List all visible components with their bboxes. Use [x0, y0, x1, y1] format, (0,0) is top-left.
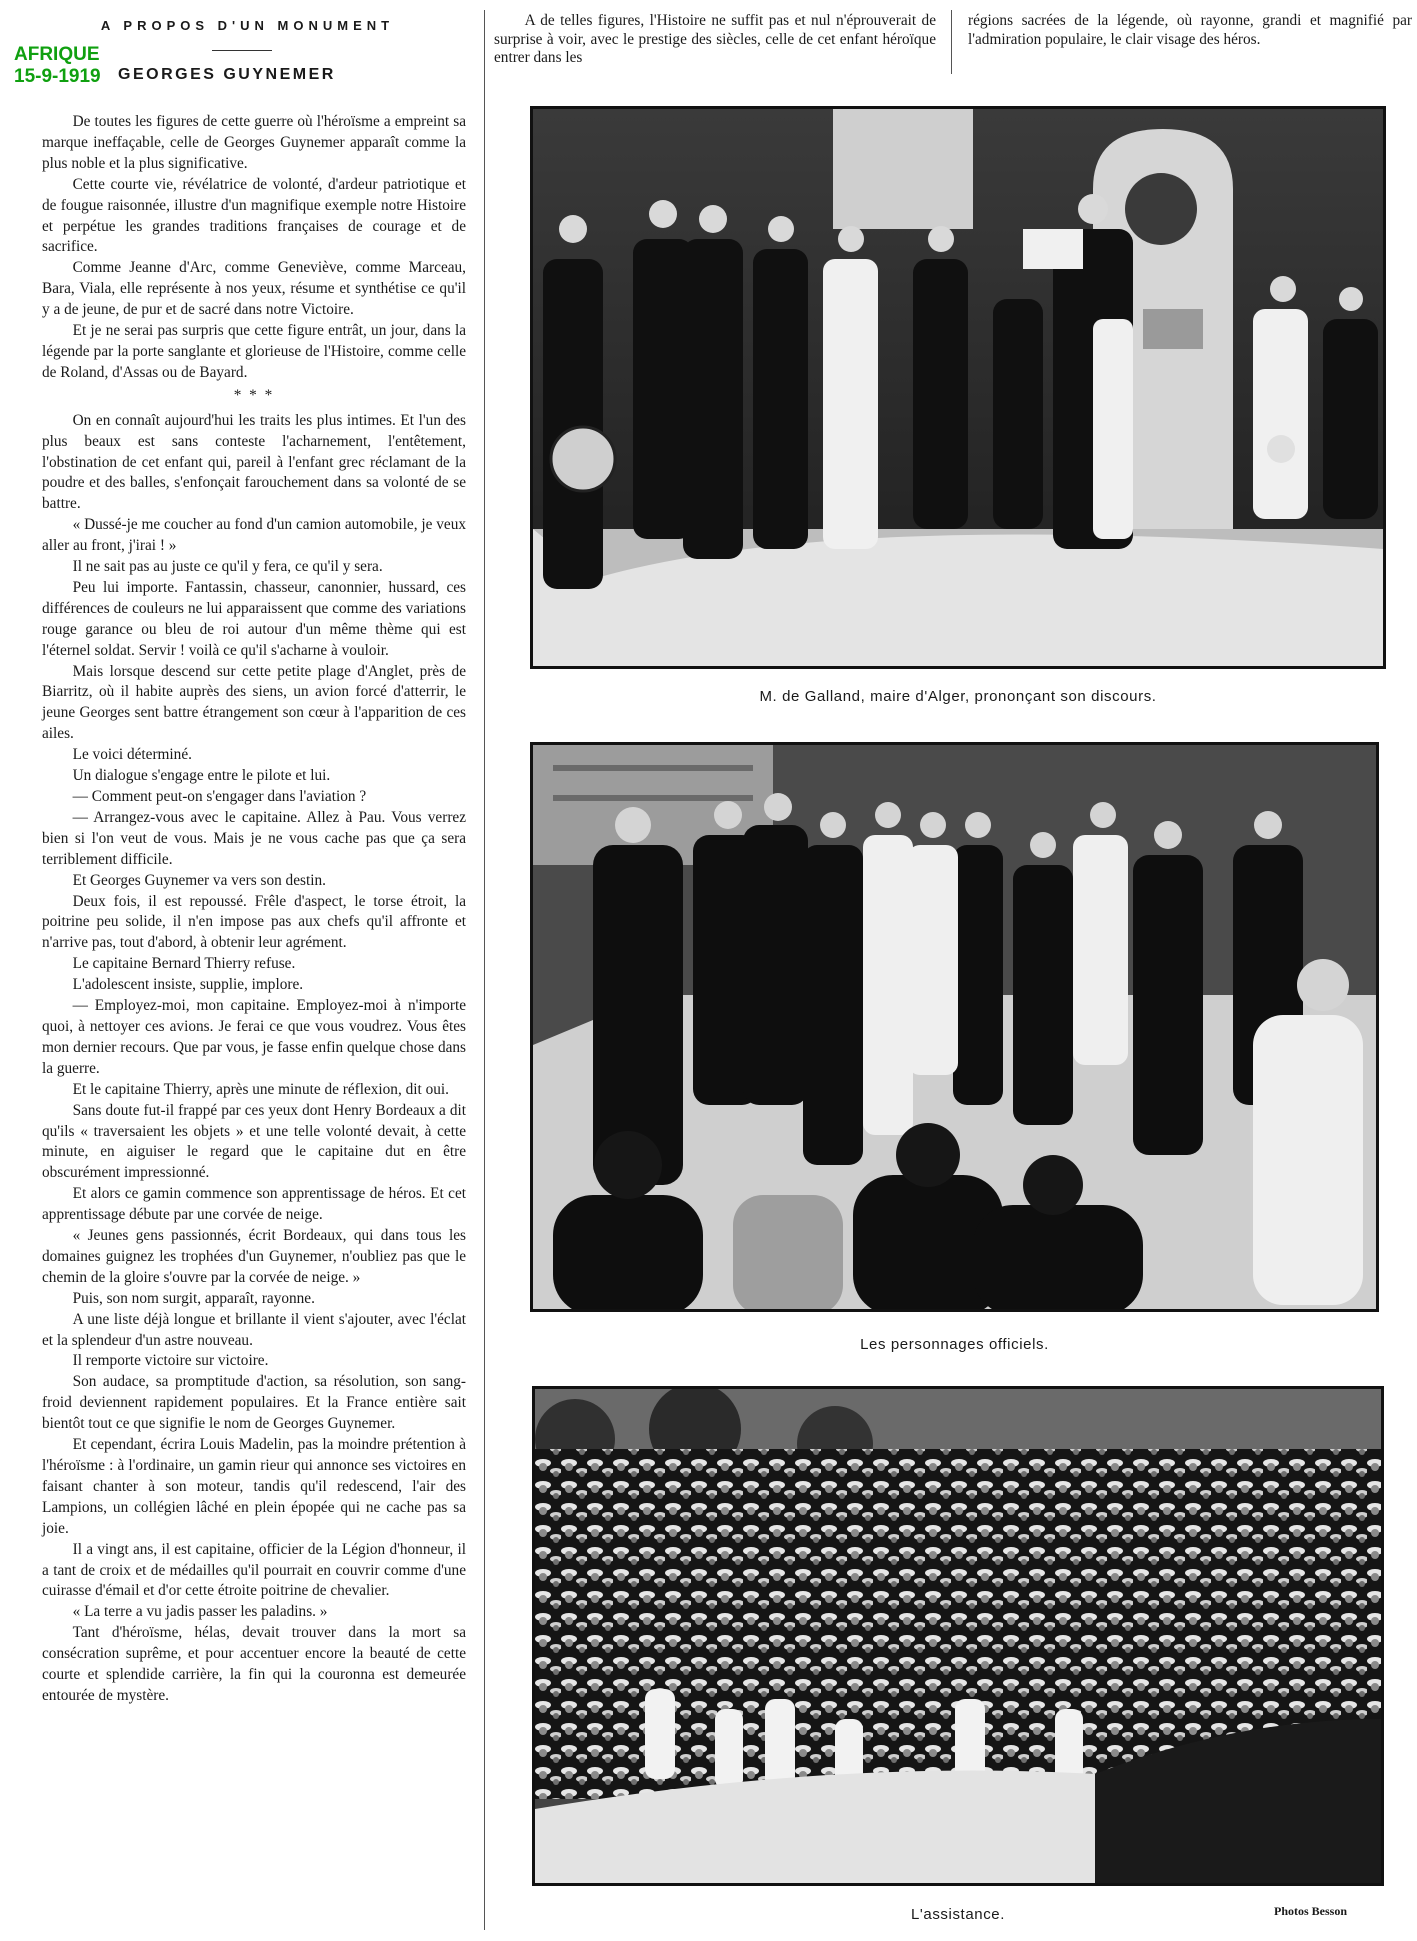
article-middle-column-top — [494, 12, 936, 68]
paragraph: Son audace, sa promptitude d'action, sa résolution, son sang-froid deviennent rapidement populaires. Et la France entière sait bientôt tout ce que signifie le nom de Georges Guynemer. — [42, 1373, 466, 1433]
photo-speech — [530, 106, 1386, 669]
column-divider-top — [951, 10, 952, 74]
paragraph: Il remporte victoire sur victoire. — [72, 1352, 269, 1370]
photo-crowd-caption: L'assistance. — [910, 1906, 1006, 1923]
column-divider — [484, 10, 485, 1930]
paragraph: Le voici déterminé. — [72, 746, 192, 764]
paragraph: On en connaît aujourd'hui les traits les plus intimes. Et l'un des plus beaux est sans conteste l'acharnement, l'entêtement, l'obstination de cet enfant qui, pareil à l'enfant grec réclamant de la poudre et des balles, s'enfonçait farouchement dans sa volonté de se battre. — [42, 411, 466, 513]
paragraph: « Dussé-je me coucher au fond d'un camion automobile, je veux aller au front, j'irai ! » — [42, 516, 466, 555]
kicker-divider — [212, 50, 272, 51]
paragraph: A de telles figures, l'Histoire ne suffit pas et nul n'éprouverait de surprise à voir, avec le prestige des siècles, celle de cet enfant héroïque entrer dans les — [494, 12, 936, 67]
photo-speech-image — [533, 109, 1383, 666]
photo-speech-caption: M. de Galland, maire d'Alger, prononçant son discours. — [759, 688, 1157, 705]
stamp-date: 15-9-1919 — [14, 66, 101, 87]
paragraph: Et Georges Guynemer va vers son destin. — [72, 871, 326, 889]
paragraph: Et le capitaine Thierry, après une minute de réflexion, dit oui. — [72, 1080, 449, 1098]
paragraph: Il a vingt ans, il est capitaine, officier de la Légion d'honneur, il a tant de croix et de médailles qu'il pourrait en couvrir comme d'une cuirasse d'émail et d'or cette étroite poitrine de chevalier. — [42, 1540, 466, 1600]
photo-crowd — [532, 1386, 1384, 1886]
paragraph: — Comment peut-on s'engager dans l'aviation ? — [72, 788, 367, 805]
photo-officials — [530, 742, 1379, 1312]
paragraph: L'adolescent insiste, supplie, implore. — [72, 976, 304, 994]
paragraph: De toutes les figures de cette guerre où l'héroïsme a empreint sa marque ineffaçable, celle de Georges Guynemer apparaît comme la plus noble et la plus significative. — [42, 113, 466, 172]
stamp-region: AFRIQUE — [14, 44, 100, 65]
paragraph: Comme Jeanne d'Arc, comme Geneviève, comme Marceau, Bara, Viala, elle représente à nos yeux, résume et synthétise ce qu'il y a de jeune, de pur et de sacré dans notre Victoire. — [42, 259, 466, 319]
paragraph: Il ne sait pas au juste ce qu'il y fera, ce qu'il y sera. — [72, 558, 383, 576]
paragraph: Mais lorsque descend sur cette petite plage d'Anglet, près de Biarritz, où il habite auprès des siens, un avion forcé d'atterrir, le jeune Georges sent battre étrangement son cœur à l'apparition de ces ailes. — [42, 662, 466, 743]
section-asterism: * * * — [233, 386, 275, 404]
photo-officials-image — [533, 745, 1376, 1309]
article-kicker: A PROPOS D'UN MONUMENT — [100, 18, 395, 33]
photo-crowd-image — [535, 1389, 1381, 1883]
paragraph: Et je ne serai pas surpris que cette figure entrât, un jour, dans la légende par la porte sanglante et glorieuse de l'Histoire, comme celle de Roland, d'Assas ou de Bayard. — [42, 322, 466, 381]
paragraph: régions sacrées de la légende, où rayonne, grandi et magnifié par l'admiration populaire, le clair visage des héros. — [968, 12, 1412, 48]
photo-officials-caption: Les personnages officiels. — [860, 1336, 1049, 1353]
paragraph: Le capitaine Bernard Thierry refuse. — [72, 955, 296, 973]
article-right-column-top — [968, 12, 1412, 49]
article-title: GEORGES GUYNEMER — [118, 66, 336, 83]
paragraph: « La terre a vu jadis passer les paladins. » — [72, 1603, 328, 1621]
paragraph: Et alors ce gamin commence son apprentissage de héros. Et cet apprentissage débute par une corvée de neige. — [42, 1185, 466, 1224]
paragraph: Un dialogue s'engage entre le pilote et lui. — [72, 767, 331, 785]
article-left-column — [42, 112, 466, 1707]
paragraph: Peu lui importe. Fantassin, chasseur, canonnier, hussard, ces différences de couleurs ne lui apparaissent que comme des variations rouge garance ou bleu de roi autour d'un même thème qui est l'éternel soldat. Servir ! voilà ce qu'il s'acharne à vouloir. — [42, 578, 466, 659]
paragraph: « Jeunes gens passionnés, écrit Bordeaux, qui dans tous les domaines guignez les trophées d'un Guynemer, n'oubliez pas que le chemin de la gloire s'ouvre par la corvée de neige. » — [42, 1227, 466, 1286]
paragraph: Tant d'héroïsme, hélas, devait trouver dans la mort sa consécration suprême, et pour accentuer encore la beauté de cette courte et splendide carrière, la fin qui la couronna est demeurée entourée de mystère. — [42, 1624, 466, 1704]
paragraph: Sans doute fut-il frappé par ces yeux dont Henry Bordeaux a dit qu'ils « traversaient les objets » et une telle volonté devait, à cette minute, en aiguiser le regard que le capitaine dut en être obscurément impressionné. — [42, 1101, 466, 1182]
paragraph: Cette courte vie, révélatrice de volonté, d'ardeur patriotique et de fougue raisonnée, illustre d'un magnifique exemple notre Histoire et perpétue les grandes traditions françaises de courage et de sacrifice. — [42, 175, 466, 256]
paragraph: Et cependant, écrira Louis Madelin, pas la moindre prétention à l'héroïsme : à l'ordinaire, un gamin rieur qui annonce ses victoires en faisant chanter à son moteur, tandis qu'il redescend, l'air des Lampions, un collégien lâché en plein épopée qui ne cache pas sa joie. — [42, 1436, 466, 1537]
paragraph: Deux fois, il est repoussé. Frêle d'aspect, le torse étroit, la poitrine peu solide, il n'en impose pas aux chefs qu'il affronte et n'arrive pas, tout d'abord, à obtenir leur agrément. — [42, 892, 466, 952]
paragraph: — Arrangez-vous avec le capitaine. Allez à Pau. Vous verrez bien si l'on veut de vous. Mais je ne vous cache pas que ça sera terriblement difficile. — [42, 808, 466, 868]
photo-credit: Photos Besson — [1274, 1904, 1348, 1918]
paragraph: — Employez-moi, mon capitaine. Employez-moi à n'importe quoi, à nettoyer ces avions. Je ferai ce que vous voudrez. Vous êtes mon dernier recours. Que par vous, je fasse enfin quelque chose dans la guerre. — [42, 997, 466, 1077]
paragraph: A une liste déjà longue et brillante il vient s'ajouter, avec l'éclat et la splendeur d'un astre nouveau. — [42, 1310, 466, 1349]
paragraph: Puis, son nom surgit, apparaît, rayonne. — [72, 1289, 315, 1307]
archive-stamp — [14, 44, 101, 88]
